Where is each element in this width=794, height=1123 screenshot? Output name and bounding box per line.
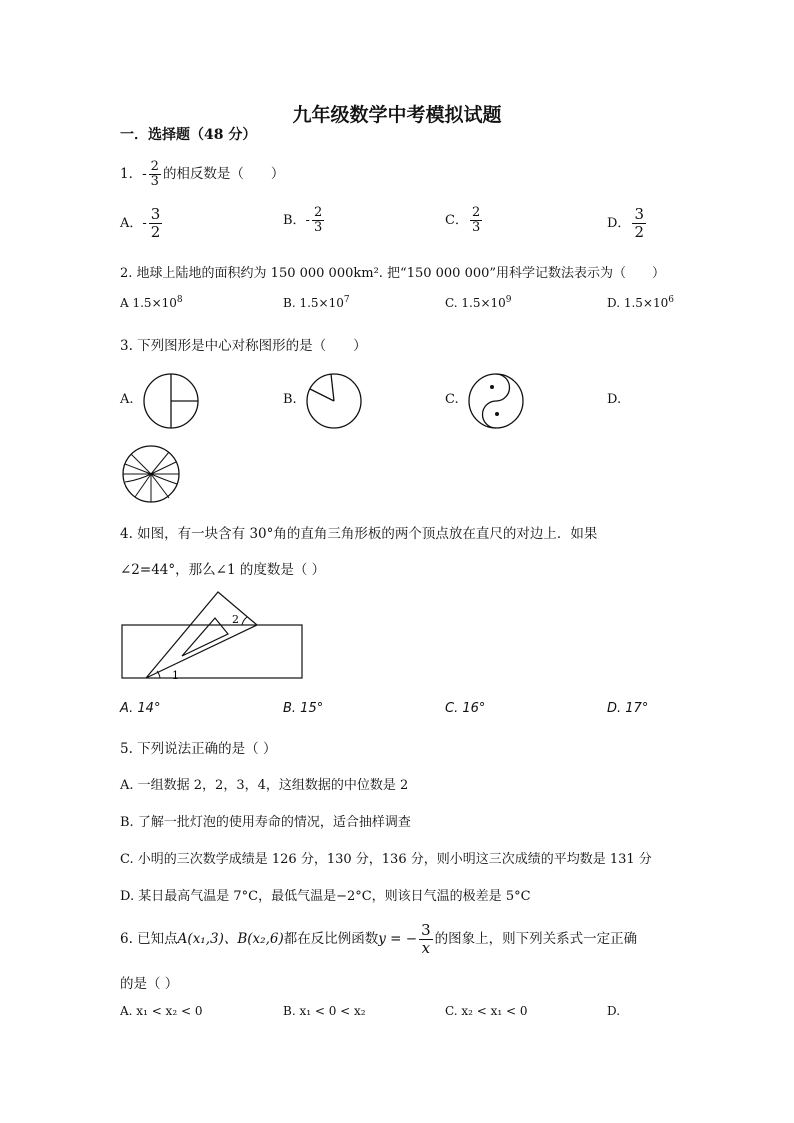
option-fraction — [312, 206, 324, 235]
q1-option-d[interactable] — [607, 206, 648, 241]
q2-option-a[interactable] — [120, 295, 183, 310]
q6-option-c[interactable]: C. x₂ < x₁ < 0 — [445, 1004, 528, 1018]
question-6-line-2: 的是（ ） — [120, 976, 179, 992]
q6-frac-num: 3 — [421, 921, 431, 939]
ruler-triangle-figure — [120, 589, 310, 684]
q1-frac-num: 2 — [150, 159, 159, 174]
frac-num: 2 — [313, 205, 323, 220]
q1-frac-den: 3 — [150, 174, 159, 189]
option-text: B. 1.5×10 — [283, 296, 344, 310]
circle-figure-b — [306, 373, 366, 433]
frac-num: 3 — [150, 205, 161, 223]
frac-den: 3 — [313, 220, 323, 235]
question-6-line-1 — [120, 922, 637, 957]
question-3: 3. 下列图形是中心对称图形的是（ ） — [120, 338, 367, 354]
q5-option-b[interactable]: B. 了解一批灯泡的使用寿命的情况，适合抽样调查 — [120, 815, 411, 830]
question-2: 2. 地球上陆地的面积约为 150 000 000km². 把“150 000 000”用科学记数法表示为（ ） — [120, 266, 666, 281]
q1-suffix: 的相反数是（ ） — [162, 166, 285, 182]
option-label: B．- — [283, 213, 310, 228]
q6-function: y = − — [378, 931, 418, 947]
q6-option-a[interactable]: A. x₁ < x₂ < 0 — [120, 1004, 203, 1018]
q6-option-b[interactable]: B. x₁ < 0 < x₂ — [283, 1004, 366, 1018]
option-fraction — [470, 206, 482, 235]
q6-suffix: 的图象上，则下列关系式一定正确 — [434, 931, 638, 947]
circle-figure-a — [142, 373, 202, 433]
option-exponent: 8 — [176, 295, 183, 305]
option-text: D. 1.5×10 — [607, 296, 669, 310]
sector-figure-d — [121, 446, 183, 504]
angle-label-1: 1 — [172, 669, 179, 682]
q3-option-a[interactable]: A. — [120, 392, 134, 407]
option-text: C. 1.5×10 — [445, 296, 506, 310]
option-label: D． — [607, 216, 631, 231]
option-text: A 1.5×10 — [120, 296, 177, 310]
question-5: 5. 下列说法正确的是（ ） — [120, 741, 277, 757]
q6-prefix: 6. 已知点 — [120, 931, 178, 947]
option-exponent: 9 — [505, 295, 512, 305]
q5-option-a[interactable]: A. 一组数据 2，2，3，4，这组数据的中位数是 2 — [120, 778, 409, 793]
q6-frac-den: x — [421, 939, 431, 957]
q3-option-b[interactable]: B. — [283, 392, 297, 407]
q2-option-d[interactable] — [607, 295, 674, 310]
frac-den: 3 — [471, 220, 481, 235]
angle-label-2: 2 — [232, 613, 239, 626]
q1-option-b[interactable] — [283, 206, 326, 235]
q3-option-c[interactable]: C. — [445, 392, 459, 407]
q2-option-c[interactable] — [445, 295, 512, 310]
option-exponent: 7 — [343, 295, 350, 305]
q4-option-b[interactable]: B. 15° — [283, 701, 324, 716]
option-label: C． — [445, 213, 468, 228]
q5-option-d[interactable]: D. 某日最高气温是 7°C，最低气温是−2°C，则该日气温的极差是 5°C — [120, 889, 531, 904]
q6-mid: 都在反比例函数 — [283, 931, 379, 947]
frac-num: 3 — [634, 205, 644, 223]
option-exponent: 6 — [668, 295, 674, 305]
q1-prefix: 1．- — [120, 166, 147, 182]
frac-den: 2 — [150, 223, 161, 241]
q6-points: A(x₁,3)、B(x₂,6) — [177, 931, 284, 947]
option-fraction — [632, 206, 646, 241]
q2-option-b[interactable] — [283, 295, 350, 310]
question-4-line-2: ∠2=44°，那么∠1 的度数是（ ） — [120, 562, 326, 578]
q1-option-a[interactable] — [120, 206, 164, 241]
q3-option-d[interactable]: D. — [607, 392, 622, 407]
section-heading: 一．选择题（48 分） — [120, 127, 257, 143]
q5-option-c[interactable]: C. 小明的三次数学成绩是 126 分，130 分，136 分，则小明这三次成绩的平均数是 131 分 — [120, 852, 652, 867]
q1-fraction — [149, 160, 161, 189]
q1-option-c[interactable] — [445, 206, 484, 235]
frac-den: 2 — [634, 223, 644, 241]
q6-option-d[interactable]: D. — [607, 1004, 621, 1018]
question-1 — [120, 160, 284, 189]
frac-num: 2 — [471, 205, 481, 220]
question-4-line-1: 4. 如图，有一块含有 30°角的直角三角形板的两个顶点放在直尺的对边上．如果 — [120, 526, 598, 542]
q6-fraction — [419, 922, 433, 957]
q4-option-a[interactable]: A. 14° — [120, 701, 161, 716]
q4-option-c[interactable]: C. 16° — [445, 701, 486, 716]
yin-yang-figure-c — [468, 373, 528, 433]
page-title: 九年级数学中考模拟试题 — [292, 104, 502, 126]
q4-option-d[interactable]: D. 17° — [607, 701, 649, 716]
option-fraction — [149, 206, 163, 241]
option-label: A．- — [120, 216, 147, 231]
